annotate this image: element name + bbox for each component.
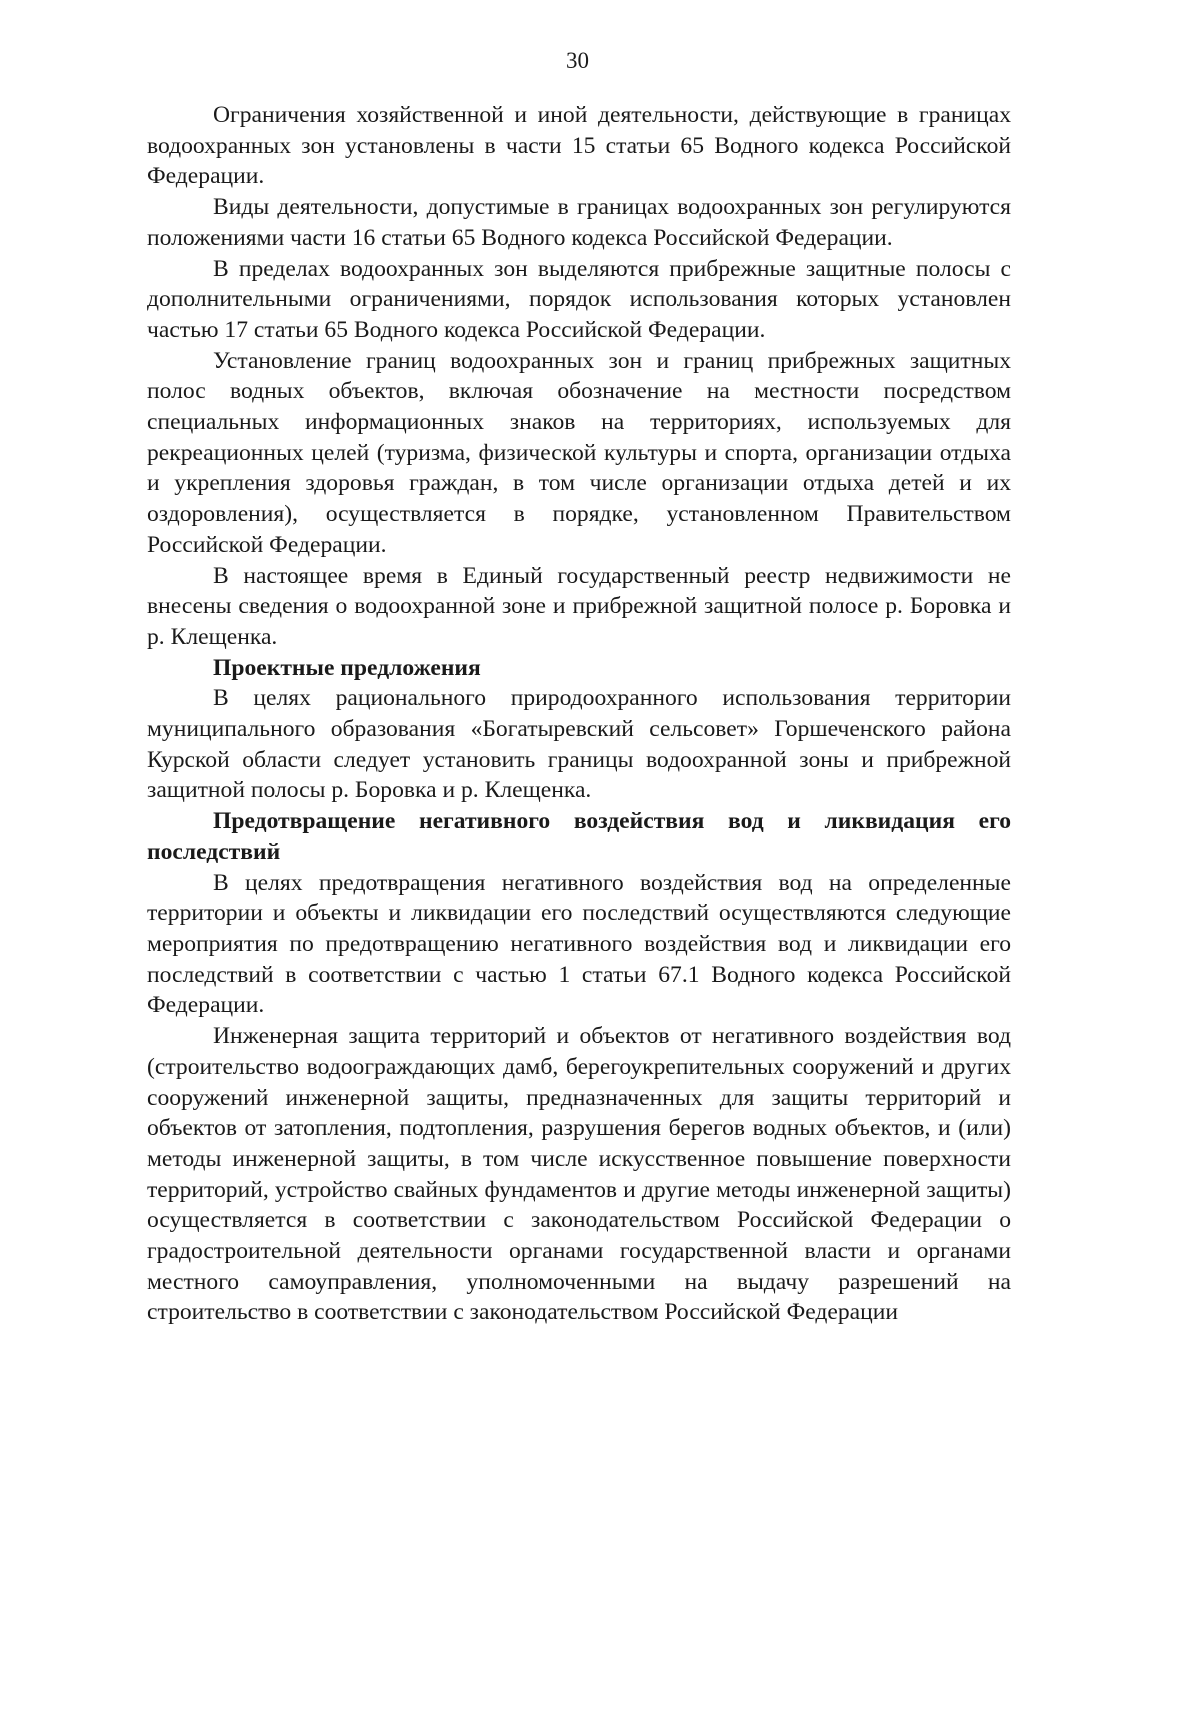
paragraph-project-proposals: В целях рационального природоохранного использования территории муниципального образования «Богатыревский сельсовет» Горшеченского района Курской области следует установить границы водоохранной зоны и прибрежной защитной полосы р. Боровка и р. Клещенка. [147, 685, 1011, 804]
paragraph-coastal-strips: В пределах водоохранных зон выделяются прибрежные защитные полосы с дополнительными ограничениями, порядок использования которых установлен частью 17 статьи 65 Водного кодекса Российской Федерации. [147, 255, 1011, 343]
paragraph-restrictions: Ограничения хозяйственной и иной деятельности, действующие в границах водоохранных зон установлены в части 15 статьи 65 Водного кодекса Российской Федерации. [147, 102, 1011, 190]
document-body [147, 100, 1011, 1328]
page-number: 30 [566, 48, 589, 73]
paragraph-boundary-establishment: Установление границ водоохранных зон и границ прибрежных защитных полос водных объектов, включая обозначение на местности посредством специальных информационных знаков на территориях, используемых для рекреационных целей (туризма, физической культуры и спорта, организации отдыха и укрепления здоровья граждан, в том числе организации отдыха детей и их оздоровления), осуществляется в порядке, установленном Правительством Российской Федерации. [147, 347, 1011, 558]
heading-project-proposals: Проектные предложения [213, 654, 481, 681]
paragraph-prevention-measures: В целях предотвращения негативного воздействия вод на определенные территории и объекты и ликвидации его последствий осуществляются следующие мероприятия по предотвращению негативного воздействия вод и ликвидации его последствий в соответствии с частью 1 статьи 67.1 Водного кодекса Российской Федерации. [147, 869, 1011, 1019]
paragraph-registry-status: В настоящее время в Единый государственный реестр недвижимости не внесены сведения о водоохранной зоне и прибрежной защитной полосе р. Боровка и р. Клещенка. [147, 562, 1011, 650]
heading-negative-impact-prevention: Предотвращение негативного воздействия вод и ликвидация его последствий [147, 808, 1011, 865]
paragraph-engineering-protection: Инженерная защита территорий и объектов от негативного воздействия вод (строительство водоограждающих дамб, берегоукрепительных сооружений и других сооружений инженерной защиты, предназначенных для защиты территорий и объектов от затопления, подтопления, разрушения берегов водных объектов, и (или) методы инженерной защиты, в том числе искусственное повышение поверхности территорий, устройство свайных фундаментов и другие методы инженерной защиты) осуществляется в соответствии с законодательством Российской Федерации о градостроительной деятельности органами государственной власти и органами местного самоуправления, уполномоченными на выдачу разрешений на строительство в соответствии с законодательством Российской Федерации [147, 1023, 1011, 1326]
paragraph-permitted-activities: Виды деятельности, допустимые в границах водоохранных зон регулируются положениями части 16 статьи 65 Водного кодекса Российской Федерации. [147, 194, 1011, 251]
